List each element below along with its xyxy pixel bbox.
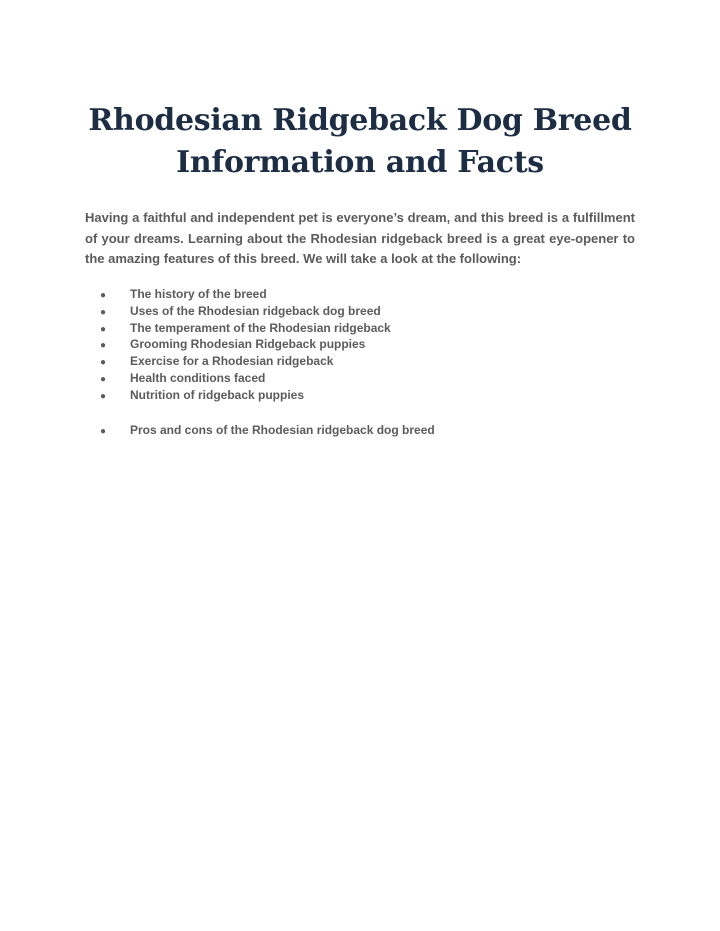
bullet-icon: ● bbox=[100, 290, 107, 301]
list-item-text: Health conditions faced bbox=[130, 370, 266, 385]
bullet-icon: ● bbox=[100, 323, 107, 335]
list-item-text: Nutrition of ridgeback puppies bbox=[130, 387, 305, 402]
list-item bbox=[100, 422, 435, 439]
list-item bbox=[100, 303, 435, 320]
bullet-icon: ● bbox=[100, 373, 107, 385]
intro-paragraph: Having a faithful and independent pet is everyone’s dream, and this breed is a fulfillment of your dreams. Learning about the Rhodesian ridgeback breed is a great eye-opener to the amazing features of this breed. We will take a look at the following: bbox=[85, 210, 635, 266]
list-item bbox=[100, 336, 435, 353]
topic-list bbox=[100, 286, 435, 438]
title-line-1: Rhodesian Ridgeback Dog Breed bbox=[88, 103, 632, 138]
list-item-text: The temperament of the Rhodesian ridgeback bbox=[130, 320, 391, 335]
list-item bbox=[100, 320, 435, 337]
page-title bbox=[60, 100, 660, 184]
list-item bbox=[100, 353, 435, 370]
bullet-icon: ● bbox=[100, 340, 107, 352]
list-item-text: Pros and cons of the Rhodesian ridgeback dog breed bbox=[130, 422, 435, 437]
list-item-text: The history of the breed bbox=[130, 287, 267, 301]
bullet-icon: ● bbox=[100, 357, 107, 369]
bullet-icon: ● bbox=[100, 390, 107, 402]
bullet-icon: ● bbox=[100, 306, 107, 318]
title-line-2: Information and Facts bbox=[176, 145, 544, 180]
list-item-text: Exercise for a Rhodesian ridgeback bbox=[130, 354, 334, 369]
list-item-text: Grooming Rhodesian Ridgeback puppies bbox=[130, 337, 366, 352]
list-item bbox=[100, 387, 435, 404]
list-item bbox=[100, 286, 435, 303]
list-item-text: Uses of the Rhodesian ridgeback dog breed bbox=[130, 303, 381, 318]
bullet-icon: ● bbox=[100, 425, 107, 437]
list-item bbox=[100, 370, 435, 387]
